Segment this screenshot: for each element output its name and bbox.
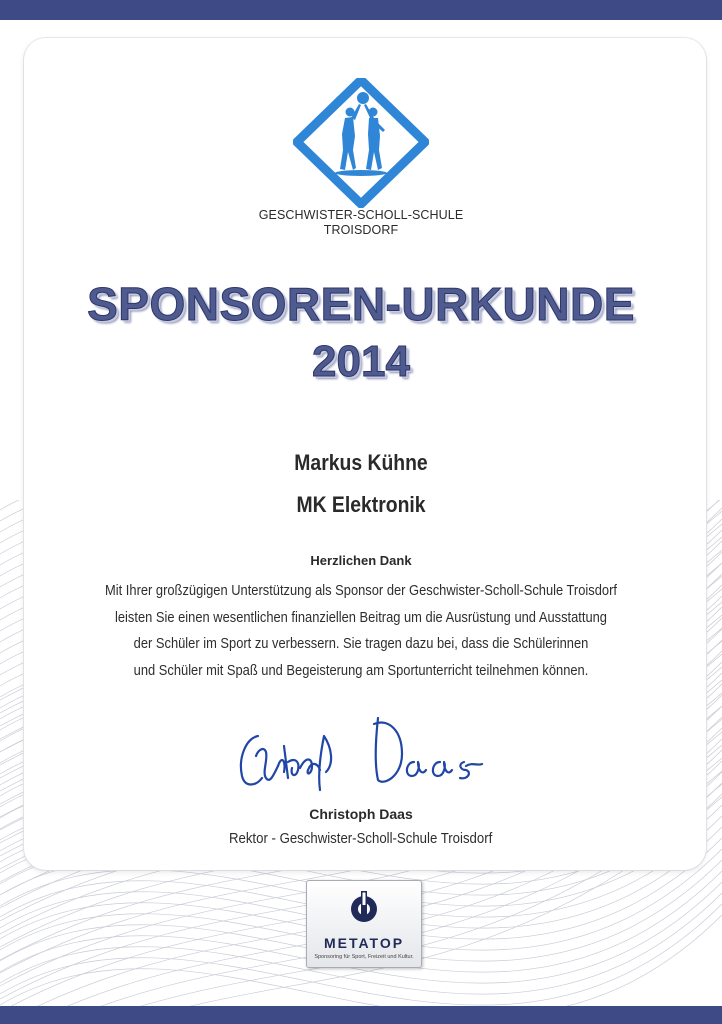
metatop-logo-icon: [344, 887, 384, 927]
sponsor-tagline: Sponsoring für Sport, Freizeit und Kultur.: [314, 954, 414, 960]
message-line: leisten Sie einen wesentlichen finanziellen Beitrag um die Ausrüstung und Ausstattung: [115, 608, 607, 626]
thanks-heading: Herzlichen Dank: [310, 553, 412, 568]
top-border-band: [0, 0, 722, 20]
recipient-name: Markus Kühne: [294, 450, 428, 475]
signature-image: [228, 706, 498, 802]
sponsor-name: METATOP: [323, 935, 405, 951]
school-logo-icon: [293, 78, 429, 208]
message-line: und Schüler mit Spaß und Begeisterung am Sportunterricht teilnehmen können.: [133, 661, 589, 679]
sponsor-badge: [306, 880, 422, 968]
signatory-role-line: [0, 830, 722, 847]
school-name-line2: TROISDORF: [323, 223, 399, 237]
certificate-title: SPONSOREN-URKUNDE: [87, 278, 635, 330]
bottom-border-band: [0, 1006, 722, 1024]
message-body: [0, 578, 722, 684]
certificate-year: 2014: [312, 337, 410, 386]
message-line: Mit Ihrer großzügigen Unterstützung als Sponsor der Geschwister-Scholl-Schule Troisdorf: [105, 582, 617, 599]
message-line: der Schüler im Sport zu verbessern. Sie tragen dazu bei, dass die Schülerinnen: [133, 635, 589, 652]
school-name-line1: GESCHWISTER-SCHOLL-SCHULE: [258, 208, 464, 222]
signatory-role: Rektor - Geschwister-Scholl-Schule Troisdorf: [229, 830, 493, 847]
signatory-name: Christoph Daas: [309, 806, 413, 822]
recipient-company: MK Elektronik: [296, 492, 426, 517]
